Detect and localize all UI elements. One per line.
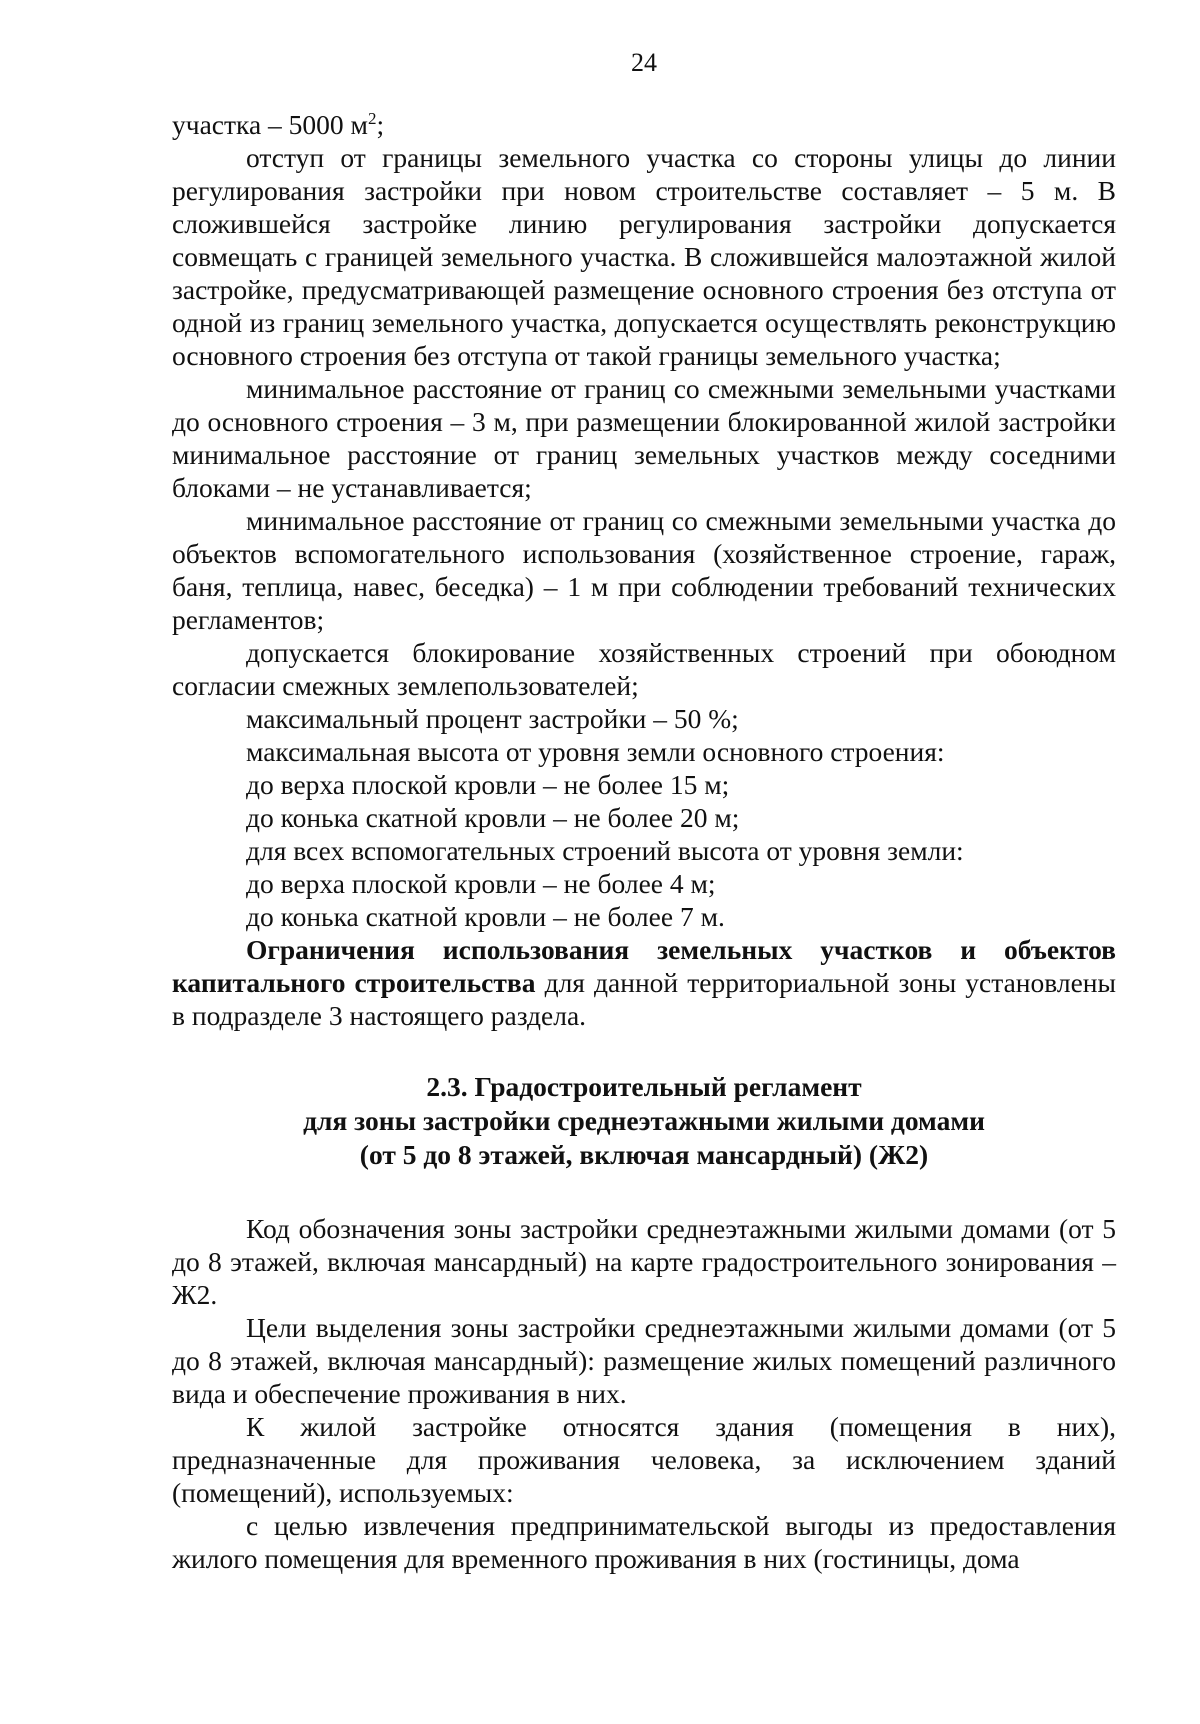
paragraph-pitched-roof-aux: до конька скатной кровли – не более 7 м. (246, 901, 725, 932)
superscript-2: 2 (367, 108, 377, 128)
paragraph-residential-definition: К жилой застройке относятся здания (помещения в них), предназначенные для проживания человека, за исключением зданий (помещений), используемых: (172, 1411, 1116, 1508)
paragraph-max-height: максимальная высота от уровня земли основного строения: (246, 736, 945, 767)
paragraph-commercial-use: с целью извлечения предпринимательской выгоды из предоставления жилого помещения для временного проживания в них (гостиницы, дома (172, 1510, 1116, 1574)
restrictions-bold-text: Ограничения использования земельных участков и объектов капитального строительства (172, 934, 1116, 998)
paragraph-flat-roof-aux: до верха плоской кровли – не более 4 м; (246, 868, 716, 899)
section-heading-line-3: (от 5 до 8 этажей, включая мансардный) (Ж2) (359, 1139, 929, 1170)
paragraph-pitched-roof-main: до конька скатной кровли – не более 20 м; (246, 802, 740, 833)
paragraph-zone-goals: Цели выделения зоны застройки среднеэтажными жилыми домами (от 5 до 8 этажей, включая мансардный): размещение жилых помещений различного вида и обеспечение проживания в них. (172, 1312, 1116, 1409)
paragraph-aux-height: для всех вспомогательных строений высота от уровня земли: (246, 835, 964, 866)
paragraph-max-percent: максимальный процент застройки – 50 %; (246, 703, 739, 734)
paragraph-blocking: допускается блокирование хозяйственных строений при обоюдном согласии смежных землепользователей; (172, 637, 1116, 701)
paragraph-zone-code: Код обозначения зоны застройки среднеэтажными жилыми домами (от 5 до 8 этажей, включая мансардный) на карте градостроительного зонирования – Ж2. (172, 1213, 1116, 1310)
paragraph-min-distance-auxiliary: минимальное расстояние от границ со смежными земельными участка до объектов вспомогательного использования (хозяйственное строение, гараж, баня, теплица, навес, беседка) – 1 м при соблюдении требований технических регламентов; (172, 505, 1116, 635)
section-heading-line-2: для зоны застройки среднеэтажными жилыми домами (303, 1105, 985, 1136)
section-heading-line-1: 2.3. Градостроительный регламент (426, 1071, 862, 1102)
paragraph-setback: отступ от границы земельного участка со стороны улицы до линии регулирования застройки при новом строительстве составляет – 5 м. В сложившейся застройке линию регулирования застройки допускается совмещать с границей земельного участка. В сложившейся малоэтажной жилой застройке, предусматривающей размещение основного строения без отступа от одной из границ земельного участка, допускается осуществлять реконструкцию основного строения без отступа от такой границы земельного участка; (172, 142, 1116, 371)
plot-area-text: участка – 5000 м (172, 109, 368, 140)
paragraph-restrictions (172, 933, 1116, 1032)
page-number: 24 (631, 48, 657, 77)
paragraph-min-distance-main: минимальное расстояние от границ со смежными земельными участками до основного строения – 3 м, при размещении блокированной жилой застройки минимальное расстояние от границ земельных участков между соседними блоками – не устанавливается; (172, 373, 1116, 503)
document-body (172, 108, 1116, 1575)
plot-area-tail: ; (376, 109, 385, 140)
section-heading (172, 1070, 1116, 1172)
paragraph-flat-roof-main: до верха плоской кровли – не более 15 м; (246, 769, 730, 800)
paragraph-plot-area (172, 108, 1116, 141)
restrictions-rest-text: для данной территориальной зоны установлены в подразделе 3 настоящего раздела. (172, 967, 1116, 1031)
